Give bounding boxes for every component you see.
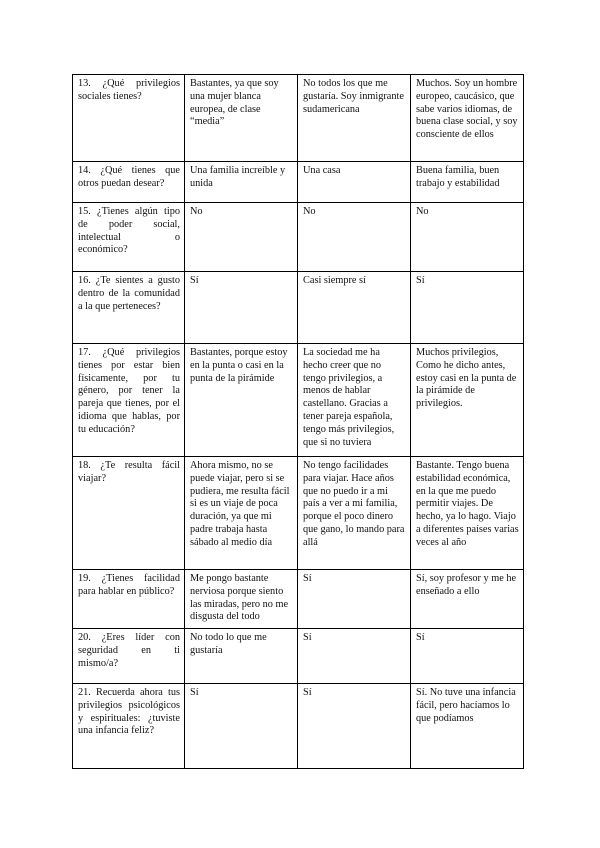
table-row bbox=[73, 272, 524, 344]
answer-cell: Una familia increíble y unida bbox=[185, 162, 298, 203]
question-cell: 13. ¿Qué privilegios sociales tienes? bbox=[73, 75, 185, 162]
answer-cell: Bastantes, ya que soy una mujer blanca europea, de clase “media” bbox=[185, 75, 298, 162]
table-row bbox=[73, 203, 524, 272]
question-cell: 15. ¿Tienes algún tipo de poder social, intelectual o económico? bbox=[73, 203, 185, 272]
answer-cell: Sí bbox=[411, 272, 524, 344]
question-cell: 21. Recuerda ahora tus privilegios psicológicos y espirituales: ¿tuviste una infancia feliz? bbox=[73, 684, 185, 769]
answer-cell: No todos los que me gustaría. Soy inmigrante sudamericana bbox=[298, 75, 411, 162]
table-row bbox=[73, 570, 524, 629]
answer-cell: Bastante. Tengo buena estabilidad económica, en la que me puedo permitir viajes. De hecho, ya lo hago. Viajo a diferentes países varias veces al año bbox=[411, 457, 524, 570]
answer-cell: Me pongo bastante nerviosa porque siento las miradas, pero no me disgusta del todo bbox=[185, 570, 298, 629]
answer-cell: No bbox=[185, 203, 298, 272]
table-row bbox=[73, 75, 524, 162]
answer-cell: Sí bbox=[411, 629, 524, 684]
answer-cell: Sí bbox=[298, 570, 411, 629]
question-cell: 17. ¿Qué privilegios tienes por estar bien físicamente, por tu género, por tener la pareja que tienes, por el idioma que hablas, por tu educación? bbox=[73, 344, 185, 457]
answer-cell: Ahora mismo, no se puede viajar, pero si se pudiera, me resulta fácil si es un viaje de poca duración, ya que mi padre trabaja hasta sábado al medio día bbox=[185, 457, 298, 570]
table-row bbox=[73, 344, 524, 457]
answer-cell: Sí. No tuve una infancia fácil, pero hacíamos lo que podíamos bbox=[411, 684, 524, 769]
answer-cell: Casi siempre sí bbox=[298, 272, 411, 344]
answer-cell: No tengo facilidades para viajar. Hace años que no puedo ir a mi país a ver a mi familia, porque el poco dinero que gano, lo mando para allá bbox=[298, 457, 411, 570]
table-row bbox=[73, 457, 524, 570]
question-cell: 19. ¿Tienes facilidad para hablar en público? bbox=[73, 570, 185, 629]
table-row bbox=[73, 629, 524, 684]
answer-cell: No todo lo que me gustaría bbox=[185, 629, 298, 684]
question-cell: 14. ¿Qué tienes que otros puedan desear? bbox=[73, 162, 185, 203]
table-row bbox=[73, 162, 524, 203]
answer-cell: Bastantes, porque estoy en la punta o casi en la punta de la pirámide bbox=[185, 344, 298, 457]
answer-cell: No bbox=[298, 203, 411, 272]
table-row bbox=[73, 684, 524, 769]
answer-cell: Muchos privilegios, Como he dicho antes, estoy casi en la punta de la pirámide de privilegios. bbox=[411, 344, 524, 457]
answer-cell: Sí bbox=[185, 272, 298, 344]
answer-cell: Buena familia, buen trabajo y estabilidad bbox=[411, 162, 524, 203]
question-cell: 16. ¿Te sientes a gusto dentro de la comunidad a la que perteneces? bbox=[73, 272, 185, 344]
answer-cell: Sí, soy profesor y me he enseñado a ello bbox=[411, 570, 524, 629]
answer-cell: No bbox=[411, 203, 524, 272]
question-cell: 18. ¿Te resulta fácil viajar? bbox=[73, 457, 185, 570]
answer-cell: Muchos. Soy un hombre europeo, caucásico, que sabe varios idiomas, de buena clase social, y soy consciente de ellos bbox=[411, 75, 524, 162]
answer-cell: Sí bbox=[298, 684, 411, 769]
privileges-table bbox=[72, 74, 524, 769]
answer-cell: Sí bbox=[185, 684, 298, 769]
answer-cell: La sociedad me ha hecho creer que no tengo privilegios, a menos de hablar castellano. Gracias a tener pareja española, tengo más privilegios, que si no tuviera bbox=[298, 344, 411, 457]
answer-cell: Una casa bbox=[298, 162, 411, 203]
answer-cell: Sí bbox=[298, 629, 411, 684]
question-cell: 20. ¿Eres líder con seguridad en ti mismo/a? bbox=[73, 629, 185, 684]
